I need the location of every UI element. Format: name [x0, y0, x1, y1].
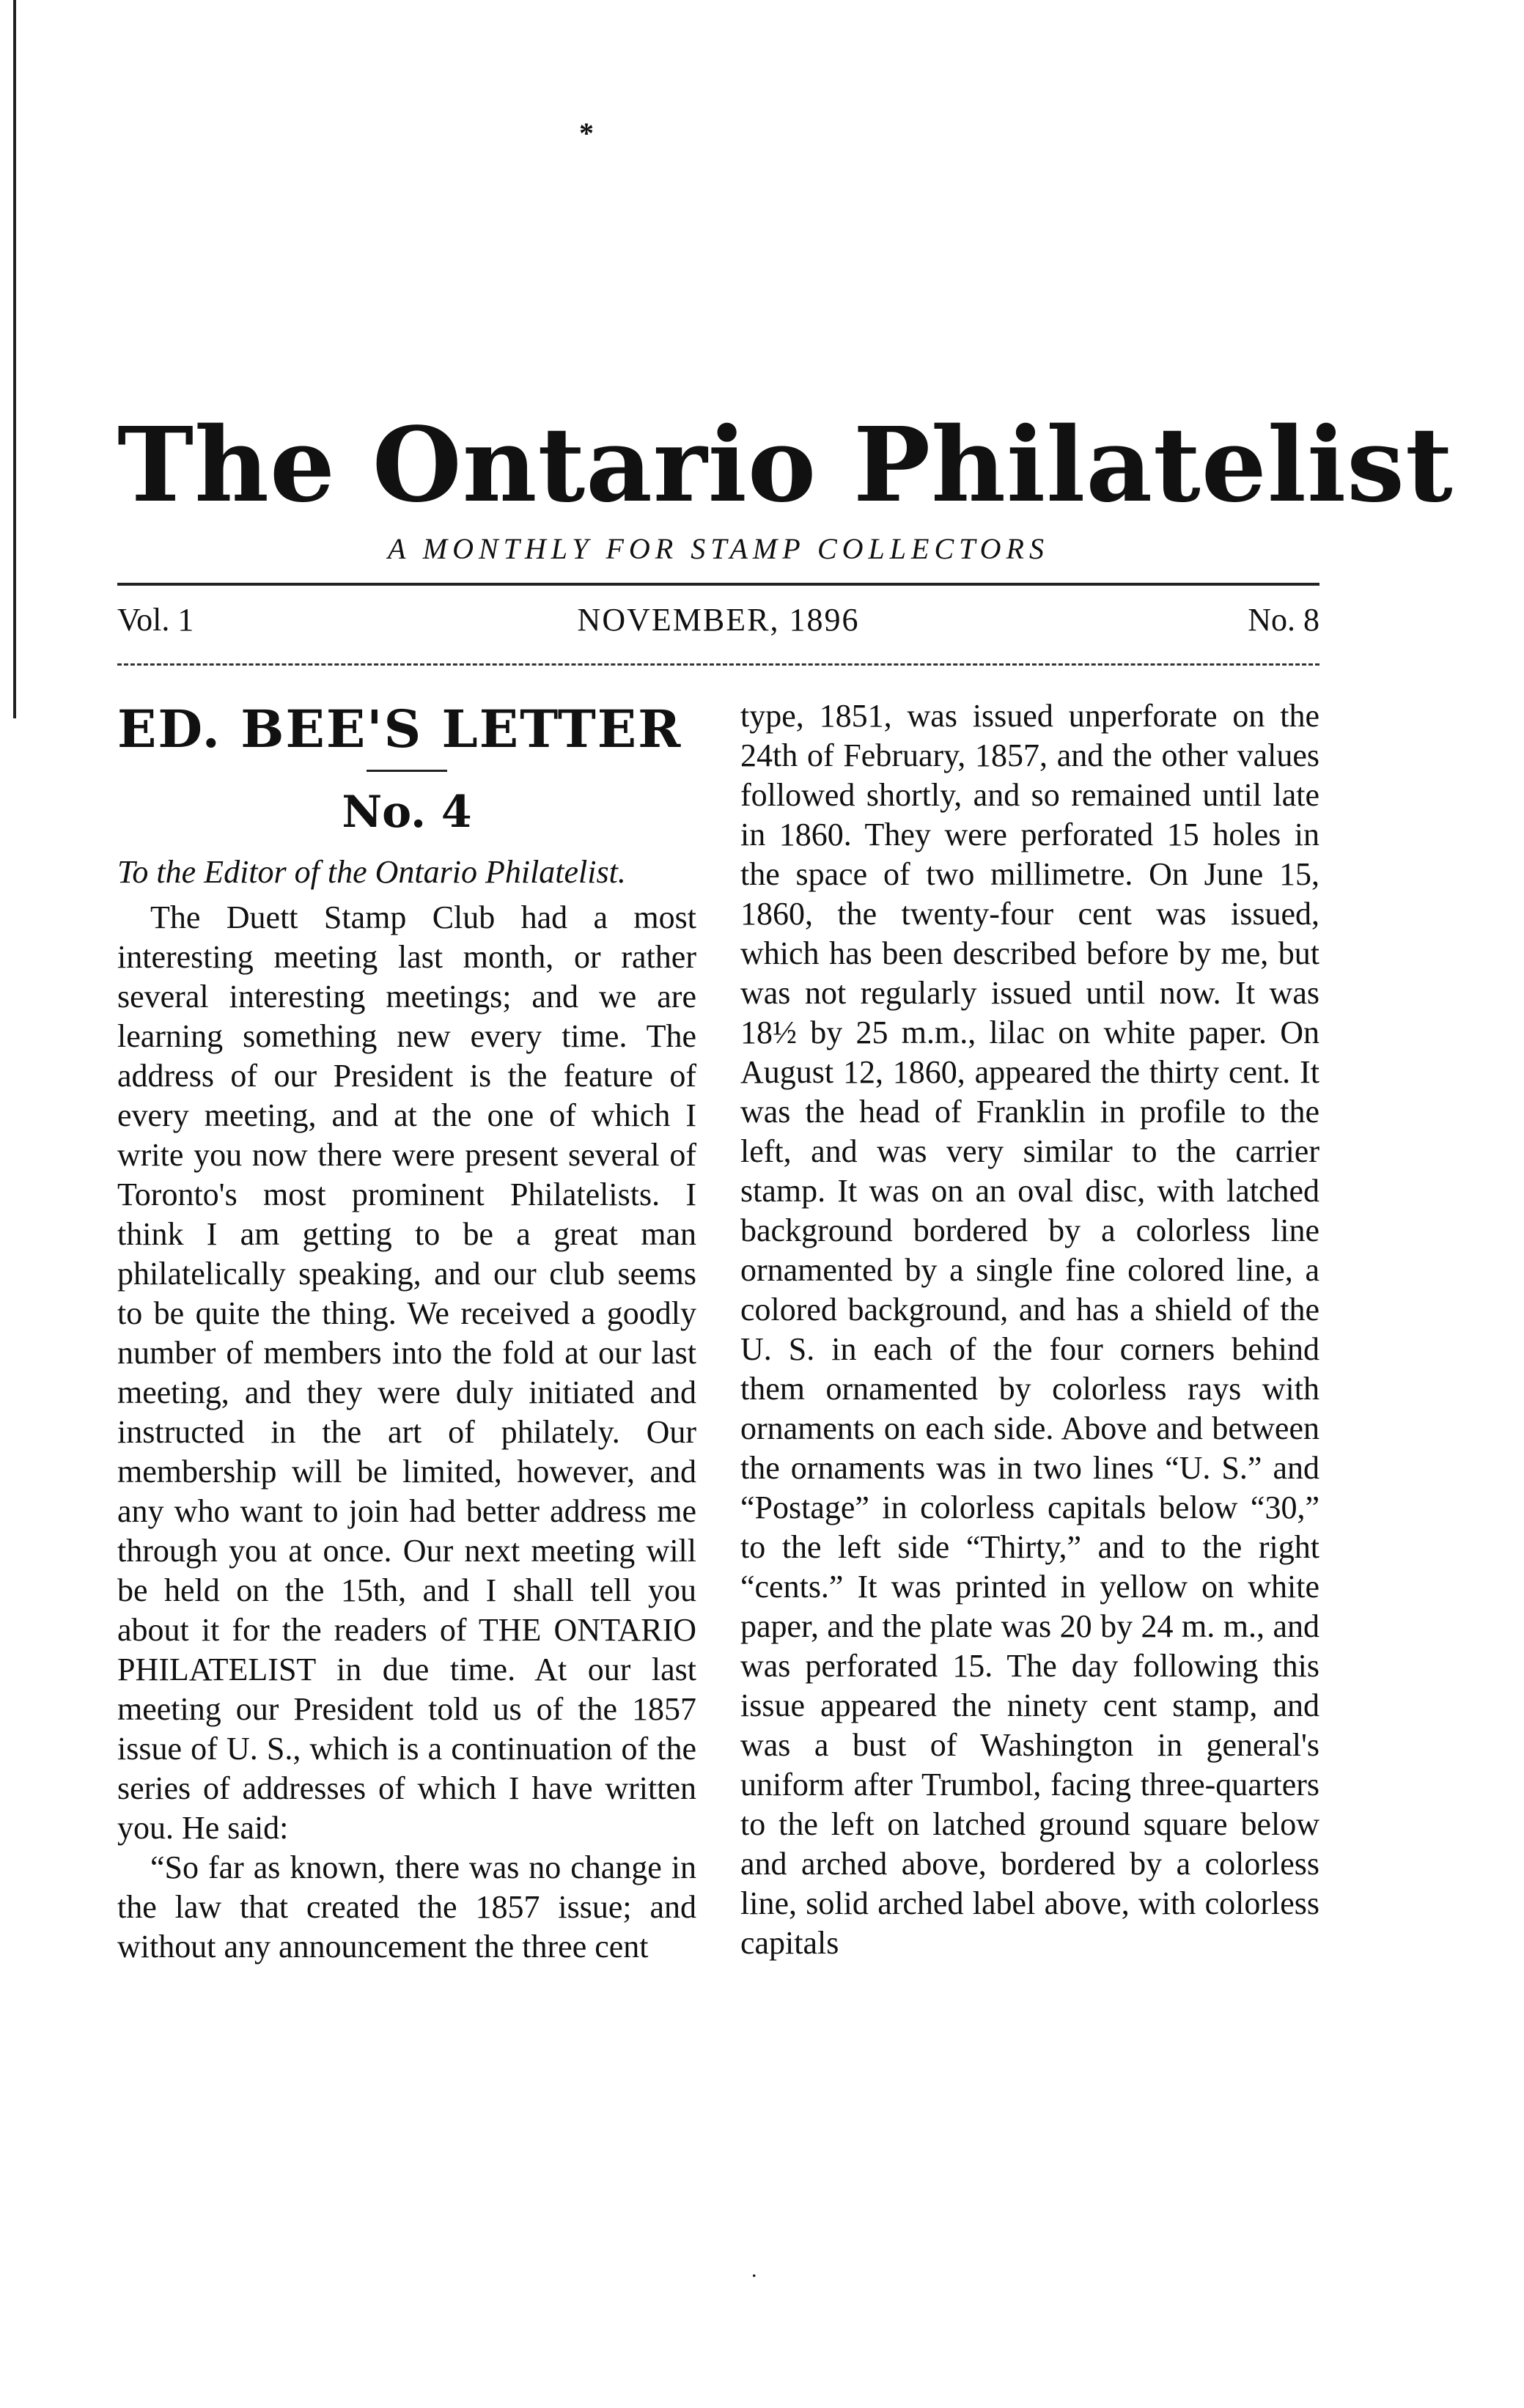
issue-number: No. 8	[1248, 602, 1319, 638]
issue-line	[117, 601, 1319, 645]
article-number: No. 4	[342, 787, 472, 838]
masthead-rule-top	[117, 583, 1319, 586]
article-column-right	[740, 696, 1319, 1963]
article-title-rule	[367, 770, 447, 772]
publication-subtitle: A MONTHLY FOR STAMP COLLECTORS	[388, 532, 1049, 565]
article-column-left	[117, 696, 696, 1967]
article-title: ED. BEE'S LETTER	[117, 699, 682, 759]
article-salutation: To the Editor of the Ontario Philatelist.	[117, 854, 626, 890]
article-paragraph: type, 1851, was issued unperforate on the 24th of February, 1857, and the other values followed shortly, and so remained until late in 1860. They were perforated 15 holes in the space of two millimetre. On June 15, 1860, the twenty-four cent was issued, which has been described before by me, but was not regularly issued until now. It was 18½ by 25 m.m., lilac on white paper. On August 12, 1860, appeared the thirty cent. It was the head of Franklin in profile to the left, and was very similar to the carrier stamp. It was on an oval disc, with latched background bordered by a colorless line ornamented by a single fine colored line, a colored background, and has a shield of the U. S. in each of the four corners behind them ornamented by colorless rays with ornaments on each side. Above and between the ornaments was in two lines “U. S.” and “Postage” in colorless capitals below “30,” to the left side “Thirty,” and to the right “cents.” It was printed in yellow on white paper, and the plate was 20 by 24 m. m., and was perforated 15. The day following this issue appeared the ninety cent stamp, and was a bust of Washington in general's uniform after Trumbol, facing three-quarters to the left on latched ground square below and arched above, bordered by a colorless line, solid arched label above, with colorless capitals	[740, 698, 1319, 1961]
article-paragraph: “So far as known, there was no change in the law that created the 1857 issue; and without any announcement the three cent	[117, 1849, 696, 1965]
article-paragraph: The Duett Stamp Club had a most interesting meeting last month, or rather several interesting meetings; and we are learning something new every time. The address of our President is the feature of every meeting, and at the one of which I write you now there were present several of Toronto's most prominent Philatelists. I think I am getting to be a great man philatelically speaking, and our club seems to be quite the thing. We received a goodly number of members into the fold at our last meeting, and they were duly initiated and instructed in the art of philately. Our membership will be limited, however, and any who want to join had better address me through you at once. Our next meeting will be held on the 15th, and I shall tell you about it for the readers of THE ONTARIO PHILATELIST in due time. At our last meeting our President told us of the 1857 issue of U. S., which is a continuation of the series of addresses of which I have written you. He said:	[117, 899, 696, 1846]
page-footer-mark: .	[751, 2258, 757, 2282]
publication-title: The Ontario Philatelist	[117, 405, 1454, 526]
masthead	[117, 405, 1454, 566]
issue-date: NOVEMBER, 1896	[577, 602, 860, 638]
masthead-rule-bottom	[117, 663, 1319, 666]
page-binding-edge	[13, 0, 16, 718]
top-ink-mark: *	[579, 117, 594, 150]
volume-label: Vol. 1	[117, 602, 194, 638]
